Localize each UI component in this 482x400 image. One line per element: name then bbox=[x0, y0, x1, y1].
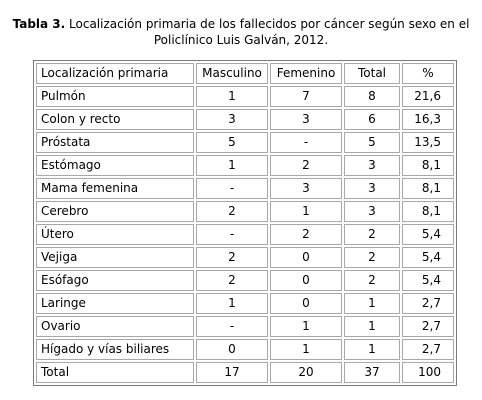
cell-male: 0 bbox=[196, 339, 268, 360]
caption-text-1: Localización primaria de los fallecidos por cáncer según sexo en el bbox=[69, 17, 470, 31]
cell-location: Colon y recto bbox=[36, 109, 194, 130]
cell-total: 5 bbox=[344, 132, 400, 153]
total-percent: 100 bbox=[402, 362, 454, 383]
cell-total: 2 bbox=[344, 247, 400, 268]
table-row bbox=[36, 270, 454, 291]
caption-text-2: Policlínico Luis Galván, 2012. bbox=[153, 33, 329, 47]
total-row bbox=[36, 362, 454, 383]
caption-label: Tabla 3. bbox=[12, 17, 66, 31]
cell-location: Esófago bbox=[36, 270, 194, 291]
cell-total: 2 bbox=[344, 270, 400, 291]
table-row bbox=[36, 316, 454, 337]
cell-percent: 5,4 bbox=[402, 247, 454, 268]
table-row bbox=[36, 224, 454, 245]
cell-male: - bbox=[196, 178, 268, 199]
cell-total: 6 bbox=[344, 109, 400, 130]
total-total: 37 bbox=[344, 362, 400, 383]
table-row bbox=[36, 109, 454, 130]
cell-female: 3 bbox=[270, 109, 342, 130]
cell-location: Útero bbox=[36, 224, 194, 245]
cell-percent: 2,7 bbox=[402, 339, 454, 360]
header-total: Total bbox=[344, 63, 400, 84]
cell-location: Vejiga bbox=[36, 247, 194, 268]
cell-location: Próstata bbox=[36, 132, 194, 153]
cell-total: 3 bbox=[344, 155, 400, 176]
table-row bbox=[36, 132, 454, 153]
cell-percent: 2,7 bbox=[402, 316, 454, 337]
total-male: 17 bbox=[196, 362, 268, 383]
header-masculino: Masculino bbox=[196, 63, 268, 84]
cell-percent: 8,1 bbox=[402, 155, 454, 176]
header-localizacion: Localización primaria bbox=[36, 63, 194, 84]
cell-female: - bbox=[270, 132, 342, 153]
cell-location: Cerebro bbox=[36, 201, 194, 222]
cell-location: Laringe bbox=[36, 293, 194, 314]
caption-line-1 bbox=[0, 16, 482, 32]
table-row bbox=[36, 247, 454, 268]
cell-total: 2 bbox=[344, 224, 400, 245]
table-row bbox=[36, 293, 454, 314]
cell-location: Hígado y vías biliares bbox=[36, 339, 194, 360]
table-caption bbox=[0, 16, 482, 48]
header-femenino: Femenino bbox=[270, 63, 342, 84]
total-label: Total bbox=[36, 362, 194, 383]
cell-female: 2 bbox=[270, 155, 342, 176]
header-row bbox=[36, 63, 454, 84]
cell-percent: 16,3 bbox=[402, 109, 454, 130]
cell-location: Mama femenina bbox=[36, 178, 194, 199]
cell-female: 1 bbox=[270, 316, 342, 337]
cell-total: 1 bbox=[344, 293, 400, 314]
cell-total: 3 bbox=[344, 178, 400, 199]
table-row bbox=[36, 339, 454, 360]
cell-female: 1 bbox=[270, 201, 342, 222]
cell-total: 1 bbox=[344, 316, 400, 337]
cell-total: 8 bbox=[344, 86, 400, 107]
cell-male: 1 bbox=[196, 293, 268, 314]
table-row bbox=[36, 178, 454, 199]
cell-female: 7 bbox=[270, 86, 342, 107]
cell-male: 5 bbox=[196, 132, 268, 153]
cell-female: 0 bbox=[270, 270, 342, 291]
table-row bbox=[36, 155, 454, 176]
cell-location: Pulmón bbox=[36, 86, 194, 107]
cell-percent: 5,4 bbox=[402, 224, 454, 245]
cell-male: 3 bbox=[196, 109, 268, 130]
table-row bbox=[36, 86, 454, 107]
cell-male: 2 bbox=[196, 201, 268, 222]
header-percent: % bbox=[402, 63, 454, 84]
cell-location: Estómago bbox=[36, 155, 194, 176]
total-female: 20 bbox=[270, 362, 342, 383]
cell-male: 1 bbox=[196, 155, 268, 176]
cell-female: 0 bbox=[270, 293, 342, 314]
table-row bbox=[36, 201, 454, 222]
cell-percent: 8,1 bbox=[402, 201, 454, 222]
cell-percent: 5,4 bbox=[402, 270, 454, 291]
cell-female: 2 bbox=[270, 224, 342, 245]
cell-total: 3 bbox=[344, 201, 400, 222]
cell-percent: 8,1 bbox=[402, 178, 454, 199]
data-table bbox=[33, 60, 457, 386]
cell-male: 1 bbox=[196, 86, 268, 107]
cell-location: Ovario bbox=[36, 316, 194, 337]
cell-percent: 13,5 bbox=[402, 132, 454, 153]
cell-percent: 21,6 bbox=[402, 86, 454, 107]
cell-total: 1 bbox=[344, 339, 400, 360]
cell-female: 1 bbox=[270, 339, 342, 360]
cell-male: 2 bbox=[196, 247, 268, 268]
cell-male: 2 bbox=[196, 270, 268, 291]
cell-male: - bbox=[196, 224, 268, 245]
cell-female: 0 bbox=[270, 247, 342, 268]
cell-percent: 2,7 bbox=[402, 293, 454, 314]
cell-female: 3 bbox=[270, 178, 342, 199]
cell-male: - bbox=[196, 316, 268, 337]
